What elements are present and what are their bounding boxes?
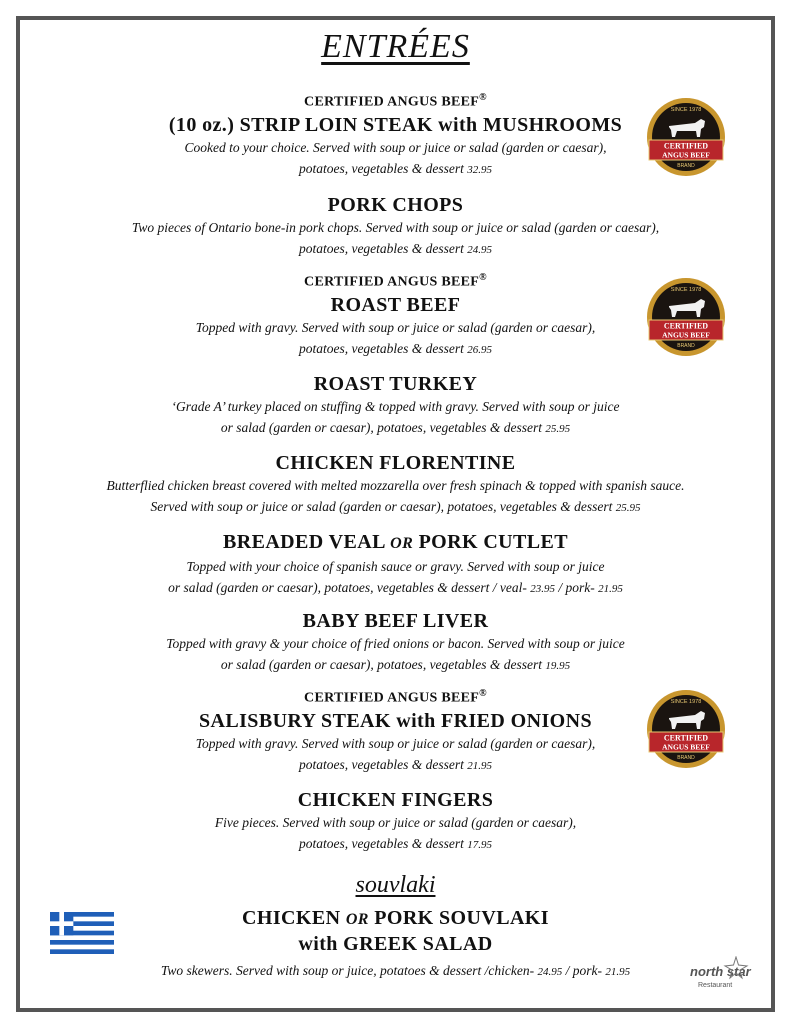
item-price: 25.95: [615, 502, 641, 514]
item-desc-text: or salad (garden or caesar), potatoes, vegetables & dessert: [220, 420, 543, 435]
badge-inner-circle: [652, 283, 720, 351]
menu-item-chicken-florentine: [30, 451, 761, 519]
item-name-part1: CHICKEN: [242, 907, 341, 929]
item-desc-text: Two skewers. Served with soup or juice, potatoes & dessert /chicken-: [160, 963, 535, 978]
price-separator: / pork-: [562, 963, 602, 978]
item-desc-line1: Five pieces. Served with soup or juice or salad (garden or caesar),: [214, 815, 577, 830]
item-desc-line1: Topped with gravy. Served with soup or juice or salad (garden or caesar),: [195, 319, 596, 335]
item-desc-line1: Two pieces of Ontario bone-in pork chops. Served with soup or juice or salad (garden or caesar),: [131, 220, 660, 235]
registered-mark: ®: [479, 688, 487, 699]
badge-line2: ANGUS BEEF: [662, 150, 710, 160]
menu-item-roast-turkey: [40, 372, 751, 440]
item-name: (10 oz.) STRIP LOIN STEAK with MUSHROOMS: [168, 113, 623, 136]
item-name-part2: PORK CUTLET: [418, 531, 568, 553]
certified-angus-beef-badge: [645, 96, 727, 178]
item-price: 32.95: [467, 163, 493, 176]
item-price: 25.95: [545, 423, 571, 435]
item-name-part2: PORK SOUVLAKI: [374, 907, 549, 929]
item-name-line1: [30, 906, 761, 932]
price-separator: / pork-: [554, 580, 595, 595]
flag-stripe: [50, 949, 114, 954]
item-price: 19.95: [545, 660, 571, 672]
item-desc-line2: [40, 833, 751, 856]
item-name: [40, 530, 751, 556]
menu-item-pork-chops: [40, 193, 751, 261]
item-name: SALISBURY STEAK with FRIED ONIONS: [199, 709, 592, 732]
item-desc-text: potatoes, vegetables & dessert: [298, 241, 464, 256]
logo-wordmark: north star: [690, 964, 751, 979]
certified-label-text: CERTIFIED ANGUS BEEF: [304, 274, 480, 290]
badge-line2: ANGUS BEEF: [662, 330, 710, 340]
certified-label-text: CERTIFIED ANGUS BEEF: [304, 94, 480, 110]
item-desc-line1: Topped with gravy. Served with soup or juice or salad (garden or caesar),: [195, 735, 596, 751]
item-desc-text: potatoes, vegetables & dessert: [298, 340, 464, 356]
item-desc-line2: [40, 238, 751, 261]
registered-mark: ®: [479, 272, 487, 283]
item-name: ROAST TURKEY: [313, 373, 478, 395]
item-price: 26.95: [467, 343, 493, 356]
item-price-pork: 21.95: [605, 966, 631, 978]
item-price: 17.95: [467, 839, 493, 851]
menu-item-chicken-fingers: [40, 788, 751, 856]
certified-angus-beef-badge: [645, 688, 727, 770]
badge-line2: ANGUS BEEF: [662, 742, 710, 752]
item-desc-line2: [40, 417, 751, 440]
north-star-logo: [690, 956, 754, 990]
badge-inner-circle: [652, 695, 720, 763]
souvlaki-section-title: souvlaki: [355, 872, 436, 898]
item-desc-text: or salad (garden or caesar), potatoes, vegetables & dessert / veal-: [168, 580, 527, 595]
item-desc-text: Served with soup or juice or salad (garden or caesar), potatoes, vegetables & dessert: [150, 499, 613, 514]
item-desc-line2: [40, 654, 751, 677]
badge-line1: CERTIFIED: [663, 733, 709, 743]
item-name-part1: BREADED VEAL: [223, 531, 385, 553]
badge-line1: CERTIFIED: [663, 141, 709, 151]
item-desc-text: or salad (garden or caesar), potatoes, vegetables & dessert: [220, 657, 543, 672]
item-name: CHICKEN FLORENTINE: [275, 452, 516, 474]
badge-top-text: SINCE 1978: [670, 107, 702, 113]
item-name: ROAST BEEF: [330, 293, 461, 316]
item-desc-line2: [40, 577, 751, 600]
badge-bottom-text: BRAND: [677, 163, 695, 169]
badge-top-text: SINCE 1978: [670, 699, 702, 705]
page-title: ENTRÉES: [321, 28, 470, 65]
item-price-pork: 21.95: [598, 583, 623, 595]
badge-inner-circle: [652, 103, 720, 171]
item-name-line2: with GREEK SALAD: [298, 933, 493, 955]
badge-bottom-text: BRAND: [677, 755, 695, 761]
item-desc: [30, 960, 761, 983]
item-desc-line1: Topped with gravy & your choice of fried onions or bacon. Served with soup or juice: [166, 636, 625, 651]
item-name-or: OR: [390, 535, 414, 552]
item-desc-text: potatoes, vegetables & dessert: [298, 836, 464, 851]
item-desc-line2: [30, 496, 761, 519]
item-desc-text: potatoes, vegetables & dessert: [298, 160, 464, 176]
menu-item-souvlaki: [30, 906, 761, 983]
badge-top-text: SINCE 1978: [670, 287, 702, 293]
logo-subtitle: Restaurant: [698, 982, 733, 989]
flag-stripe: [50, 940, 114, 945]
item-desc-line1: Topped with your choice of spanish sauce or gravy. Served with soup or juice: [186, 559, 605, 574]
menu-item-baby-beef-liver: [40, 609, 751, 677]
badge-bottom-text: BRAND: [677, 343, 695, 349]
item-price-chicken: 24.95: [537, 966, 563, 978]
certified-angus-beef-badge: [645, 276, 727, 358]
item-name: CHICKEN FINGERS: [297, 789, 494, 811]
item-desc-line1: Butterflied chicken breast covered with melted mozzarella over fresh spinach & topped with spanish sauce.: [106, 478, 685, 493]
item-name-or: OR: [345, 911, 369, 928]
item-price-veal: 23.95: [530, 583, 555, 595]
item-price: 21.95: [467, 759, 493, 772]
flag-cross-horizontal: [50, 921, 73, 926]
item-desc-text: potatoes, vegetables & dessert: [298, 756, 464, 772]
item-name: PORK CHOPS: [327, 194, 464, 216]
menu-item-veal-pork-cutlet: [40, 530, 751, 600]
item-price: 24.95: [467, 244, 493, 256]
greek-flag-icon: [50, 912, 114, 954]
certified-label-text: CERTIFIED ANGUS BEEF: [304, 690, 480, 706]
item-name: BABY BEEF LIVER: [302, 610, 489, 632]
badge-line1: CERTIFIED: [663, 321, 709, 331]
item-desc-line1: ‘Grade A’ turkey placed on stuffing & topped with gravy. Served with soup or juice: [171, 399, 620, 414]
registered-mark: ®: [479, 92, 487, 103]
item-desc-line1: Cooked to your choice. Served with soup or juice or salad (garden or caesar),: [184, 139, 607, 155]
